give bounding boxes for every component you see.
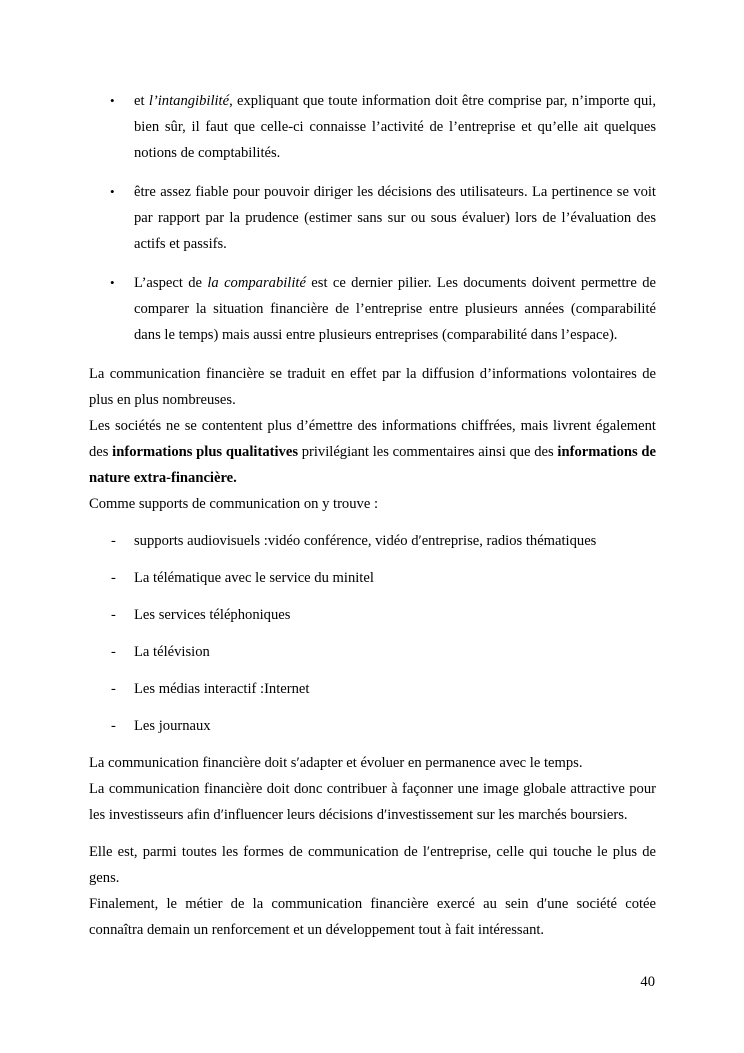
paragraph-text: Les sociétés ne se contentent plus d’émettre des informations chiffrées, mais livrent également des <box>89 418 656 460</box>
bullet-item-comparabilite <box>89 270 656 348</box>
bullet-text: être assez fiable pour pouvoir diriger les décisions des utilisateurs. La pertinence se voit par rapport par la prudence (estimer sans sur ou sous évaluer) lors de l’évaluation des actifs et passifs. <box>134 184 656 252</box>
bullet-icon: • <box>110 275 115 290</box>
list-item <box>89 528 656 554</box>
dash-icon: - <box>111 570 116 586</box>
list-item-text: Les médias interactif :Internet <box>134 681 310 697</box>
paragraph-qualitatives <box>89 413 656 491</box>
bullet-item-fiabilite <box>89 179 656 257</box>
paragraph-text: La communication financière doit donc contribuer à façonner une image globale attractive pour les investisseurs afin d′influencer leurs décisions d′investissement sur les marchés boursiers. <box>89 781 656 823</box>
list-item-text: supports audiovisuels :vidéo conférence, vidéo d′entreprise, radios thématiques <box>134 533 597 549</box>
bullet-emphasis: la comparabilité <box>207 275 306 291</box>
dash-icon: - <box>111 718 116 734</box>
bold-text: informations de nature extra-financière. <box>89 444 656 486</box>
paragraph-text: Finalement, le métier de la communication financière exercé au sein d′une société cotée connaîtra demain un renforcement et un développement tout à fait intéressant. <box>89 896 656 938</box>
list-item <box>89 713 656 739</box>
dash-icon: - <box>111 644 116 660</box>
bullet-emphasis: l’intangibilité <box>148 93 230 109</box>
dash-icon: - <box>111 681 116 697</box>
page-content <box>89 88 656 943</box>
paragraph-text: La communication financière doit s′adapter et évoluer en permanence avec le temps. <box>89 755 583 771</box>
paragraph-conclusion <box>89 839 656 943</box>
list-item <box>89 602 656 628</box>
bullet-list <box>89 88 656 348</box>
paragraph-supports-intro: Comme supports de communication on y trouve : <box>89 496 378 512</box>
bullet-text: L’aspect de <box>134 275 208 291</box>
paragraph-text: Elle est, parmi toutes les formes de communication de l′entreprise, celle qui touche le plus de gens. <box>89 844 656 886</box>
list-item-text: Les journaux <box>134 718 211 734</box>
list-item-text: La télévision <box>134 644 210 660</box>
bullet-text: , expliquant que toute information doit être comprise par, n’importe qui, bien sûr, il faut que celle-ci connaisse l’activité de l’entreprise et qu’elle ait quelques notions de comptabilités. <box>134 93 656 161</box>
bullet-text: et <box>134 93 149 109</box>
dash-icon: - <box>111 533 116 549</box>
bullet-text: est ce dernier pilier. Les documents doivent permettre de comparer la situation financière de l’entreprise entre plusieurs années (comparabilité dans le temps) mais aussi entre plusieurs entreprises (comparabilité dans l’espace). <box>134 275 656 343</box>
bullet-icon: • <box>110 93 115 108</box>
dash-icon: - <box>111 607 116 623</box>
list-item <box>89 565 656 591</box>
paragraph-text: privilégiant les commentaires ainsi que des <box>298 444 558 460</box>
list-item <box>89 639 656 665</box>
bullet-item-intangibilite <box>89 88 656 166</box>
list-item-text: La télématique avec le service du minitel <box>134 570 374 586</box>
bold-text: informations plus qualitatives <box>112 444 298 460</box>
list-item-text: Les services téléphoniques <box>134 607 291 623</box>
page-number: 40 <box>640 974 655 990</box>
bullet-icon: • <box>110 184 115 199</box>
supports-list <box>89 528 656 739</box>
list-item <box>89 676 656 702</box>
paragraph-diffusion: La communication financière se traduit en effet par la diffusion d’informations volontaires de plus en plus nombreuses. <box>89 366 656 408</box>
paragraph-adaptation <box>89 750 656 828</box>
